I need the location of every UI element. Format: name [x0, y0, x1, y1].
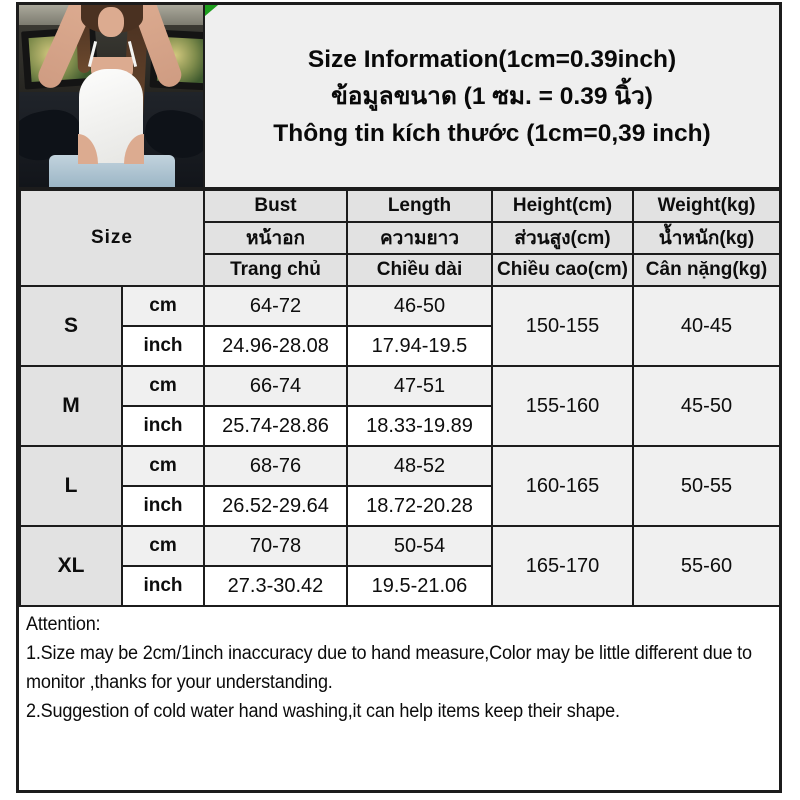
size-m-unit-cm: cm: [122, 366, 204, 406]
table-row: [20, 446, 780, 486]
size-header-cell: Size: [20, 190, 204, 286]
attention-text: [26, 610, 773, 726]
size-xl-length-cm: 50-54: [347, 526, 492, 566]
photo-bodysuit-legcut: [124, 134, 144, 164]
size-m-weight: 45-50: [633, 366, 780, 446]
col-length-vi: Chiều dài: [347, 254, 492, 286]
size-m-unit-inch: inch: [122, 406, 204, 446]
table-row: [20, 286, 780, 326]
size-m-height: 155-160: [492, 366, 633, 446]
photo-white-bodysuit: [79, 69, 143, 163]
col-length-th: ความยาว: [347, 222, 492, 254]
photo-model-face: [98, 7, 124, 37]
size-m-length-cm: 47-51: [347, 366, 492, 406]
col-bust-th: หน้าอก: [204, 222, 347, 254]
size-l-height: 160-165: [492, 446, 633, 526]
size-l-length-inch: 18.72-20.28: [347, 486, 492, 526]
product-photo: [19, 5, 205, 187]
table-row: [20, 366, 780, 406]
col-bust-en: Bust: [204, 190, 347, 222]
photo-bodysuit-legcut: [78, 134, 98, 164]
size-s-height: 150-155: [492, 286, 633, 366]
col-weight-vi: Cân nặng(kg): [633, 254, 780, 286]
header-row-english: [20, 190, 780, 222]
col-bust-vi: Trang chủ: [204, 254, 347, 286]
size-xl-weight: 55-60: [633, 526, 780, 606]
title-thai: ข้อมูลขนาด (1 ซม. = 0.39 นิ้ว): [331, 82, 653, 110]
table-row: [20, 526, 780, 566]
col-weight-th: น้ำหนัก(kg): [633, 222, 780, 254]
size-xl-label: XL: [20, 526, 122, 606]
size-xl-bust-inch: 27.3-30.42: [204, 566, 347, 606]
size-xl-height: 165-170: [492, 526, 633, 606]
size-l-label: L: [20, 446, 122, 526]
title-vietnamese: Thông tin kích thước (1cm=0,39 inch): [273, 119, 711, 147]
size-table: [19, 189, 781, 607]
size-s-bust-inch: 24.96-28.08: [204, 326, 347, 366]
size-m-length-inch: 18.33-19.89: [347, 406, 492, 446]
title-english: Size Information(1cm=0.39inch): [307, 45, 677, 73]
size-m-bust-inch: 25.74-28.86: [204, 406, 347, 446]
top-section: [19, 5, 779, 189]
attention-note-2: 2.Suggestion of cold water hand washing,it can help items keep their shape.: [26, 701, 620, 722]
size-s-length-cm: 46-50: [347, 286, 492, 326]
green-triangle-icon: [205, 5, 218, 16]
col-length-en: Length: [347, 190, 492, 222]
size-l-length-cm: 48-52: [347, 446, 492, 486]
col-height-vi: Chiều cao(cm): [492, 254, 633, 286]
attention-section: [19, 607, 779, 790]
col-height-th: ส่วนสูง(cm): [492, 222, 633, 254]
col-height-en: Height(cm): [492, 190, 633, 222]
size-s-unit-inch: inch: [122, 326, 204, 366]
size-l-bust-cm: 68-76: [204, 446, 347, 486]
size-s-length-inch: 17.94-19.5: [347, 326, 492, 366]
size-l-weight: 50-55: [633, 446, 780, 526]
title-box: [205, 5, 779, 187]
size-s-bust-cm: 64-72: [204, 286, 347, 326]
size-m-bust-cm: 66-74: [204, 366, 347, 406]
size-xl-unit-cm: cm: [122, 526, 204, 566]
size-xl-bust-cm: 70-78: [204, 526, 347, 566]
attention-heading: Attention:: [26, 614, 101, 635]
size-xl-unit-inch: inch: [122, 566, 204, 606]
size-m-label: M: [20, 366, 122, 446]
size-l-unit-inch: inch: [122, 486, 204, 526]
chart-outer-frame: [16, 2, 782, 793]
col-weight-en: Weight(kg): [633, 190, 780, 222]
size-l-unit-cm: cm: [122, 446, 204, 486]
size-s-unit-cm: cm: [122, 286, 204, 326]
size-l-bust-inch: 26.52-29.64: [204, 486, 347, 526]
size-s-weight: 40-45: [633, 286, 780, 366]
size-s-label: S: [20, 286, 122, 366]
size-xl-length-inch: 19.5-21.06: [347, 566, 492, 606]
attention-note-1: 1.Size may be 2cm/1inch inaccuracy due to hand measure,Color may be little different due to monitor ,thanks for your understanding.: [26, 643, 752, 693]
